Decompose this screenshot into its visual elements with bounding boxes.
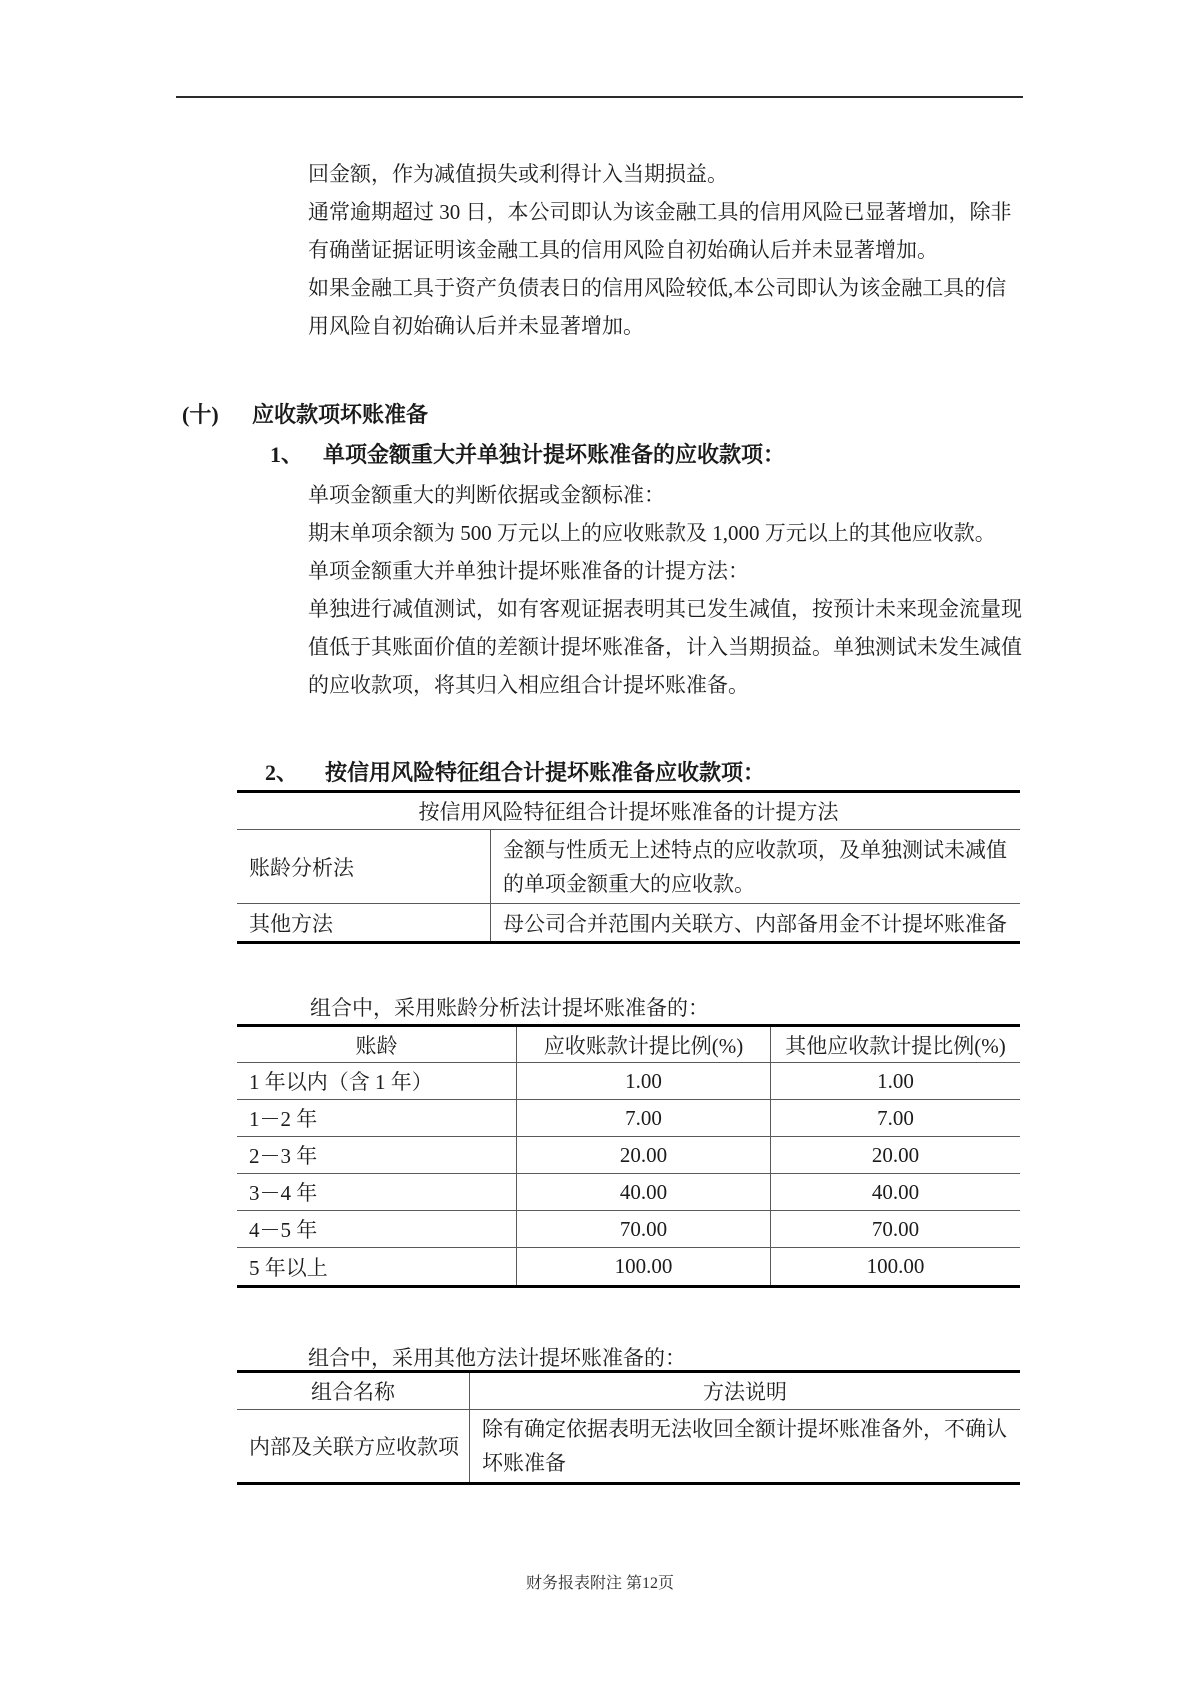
aging-header-row: [237, 1027, 1020, 1063]
ar-ratio-cell: 100.00: [517, 1248, 771, 1285]
ar-ratio-cell: 1.00: [517, 1063, 771, 1099]
group-name-cell: 内部及关联方应收款项: [237, 1410, 470, 1482]
subsection-1-number: 1、: [270, 442, 304, 467]
table-row: [237, 904, 1020, 941]
paragraph-line: 期末单项余额为 500 万元以上的应收账款及 1,000 万元以上的其他应收款。: [308, 521, 996, 545]
paragraph-line: 有确凿证据证明该金融工具的信用风险自初始确认后并未显著增加。: [308, 238, 938, 262]
subsection-1-paragraphs: [308, 476, 1038, 704]
ar-ratio-cell: 7.00: [517, 1100, 771, 1136]
paragraph-line: 的应收款项，将其归入相应组合计提坏账准备。: [308, 673, 749, 697]
table-row: [237, 1211, 1020, 1248]
other-header-row: [237, 1373, 1020, 1410]
other-ratio-cell: 100.00: [866, 1254, 925, 1278]
method-name-cell: 其他方法: [237, 904, 491, 941]
other-table-intro: 组合中，采用其他方法计提坏账准备的：: [308, 1346, 686, 1370]
subsection-1-title: 单项金额重大并单独计提坏账准备的应收款项：: [323, 442, 786, 467]
ar-ratio-cell: 70.00: [517, 1211, 771, 1247]
subsection-2-title: 按信用风险特征组合计提坏账准备应收款项：: [325, 760, 766, 785]
aging-bucket-cell: 5 年以上: [237, 1248, 517, 1285]
column-header: 其他应收款计提比例(%): [785, 1033, 1006, 1058]
column-header: 账龄: [237, 1027, 517, 1062]
other-method-table: [237, 1370, 1020, 1485]
paragraph-line: 单独进行减值测试，如有客观证据表明其已发生减值，按预计未来现金流量现: [308, 597, 1022, 621]
other-ratio-cell: 7.00: [877, 1105, 914, 1130]
method-desc-cell: 除有确定依据表明无法收回全额计提坏账准备外，不确认坏账准备: [482, 1417, 1007, 1475]
aging-table: [237, 1024, 1020, 1288]
aging-table-intro: 组合中，采用账龄分析法计提坏账准备的：: [310, 996, 709, 1020]
aging-bucket-cell: 4－5 年: [237, 1211, 517, 1247]
aging-bucket-cell: 2－3 年: [237, 1137, 517, 1173]
column-header: 方法说明: [703, 1380, 787, 1404]
preamble-paragraphs: [308, 155, 1038, 345]
column-header: 应收账款计提比例(%): [517, 1027, 771, 1062]
table-row: [237, 1063, 1020, 1100]
section-title: 应收款项坏账准备: [252, 402, 429, 427]
table-row: [237, 830, 1020, 904]
paragraph-line: 回金额，作为减值损失或利得计入当期损益。: [308, 162, 728, 186]
method-desc-cell: 金额与性质无上述特点的应收款项，及单独测试未减值的单项金额重大的应收款。: [503, 838, 1007, 896]
aging-bucket-cell: 1－2 年: [237, 1100, 517, 1136]
method-table-header: 按信用风险特征组合计提坏账准备的计提方法: [237, 793, 1020, 830]
column-header: 组合名称: [237, 1373, 470, 1409]
ar-ratio-cell: 20.00: [517, 1137, 771, 1173]
table-row: [237, 1137, 1020, 1174]
paragraph-line: 用风险自初始确认后并未显著增加。: [308, 314, 644, 338]
method-desc-cell: 母公司合并范围内关联方、内部备用金不计提坏账准备: [503, 911, 1007, 936]
paragraph-line: 单项金额重大并单独计提坏账准备的计提方法：: [308, 559, 749, 583]
other-ratio-cell: 70.00: [871, 1216, 920, 1241]
method-name-cell: 账龄分析法: [237, 830, 491, 903]
table-row: [237, 1174, 1020, 1211]
paragraph-line: 如果金融工具于资产负债表日的信用风险较低,本公司即认为该金融工具的信: [308, 276, 1007, 300]
table-row: [237, 1410, 1020, 1482]
paragraph-line: 通常逾期超过 30 日，本公司即认为该金融工具的信用风险已显著增加，除非: [308, 200, 1012, 224]
subsection-2-heading: [265, 756, 765, 786]
subsection-1-heading: [270, 438, 785, 468]
other-ratio-cell: 1.00: [877, 1068, 914, 1093]
method-table: [237, 790, 1020, 944]
header-rule: [176, 96, 1023, 98]
table-row: [237, 1100, 1020, 1137]
paragraph-line: 值低于其账面价值的差额计提坏账准备，计入当期损益。单独测试未发生减值: [308, 635, 1022, 659]
aging-bucket-cell: 1 年以内（含 1 年）: [237, 1063, 517, 1099]
other-ratio-cell: 40.00: [871, 1179, 920, 1204]
section-number: (十): [182, 402, 219, 427]
other-ratio-cell: 20.00: [871, 1142, 920, 1167]
page-footer: 财务报表附注 第12页: [525, 1575, 674, 1592]
paragraph-line: 单项金额重大的判断依据或金额标准：: [308, 483, 665, 507]
aging-bucket-cell: 3－4 年: [237, 1174, 517, 1210]
ar-ratio-cell: 40.00: [517, 1174, 771, 1210]
table-row: [237, 1248, 1020, 1285]
section-heading: [182, 398, 428, 428]
subsection-2-number: 2、: [265, 760, 299, 785]
